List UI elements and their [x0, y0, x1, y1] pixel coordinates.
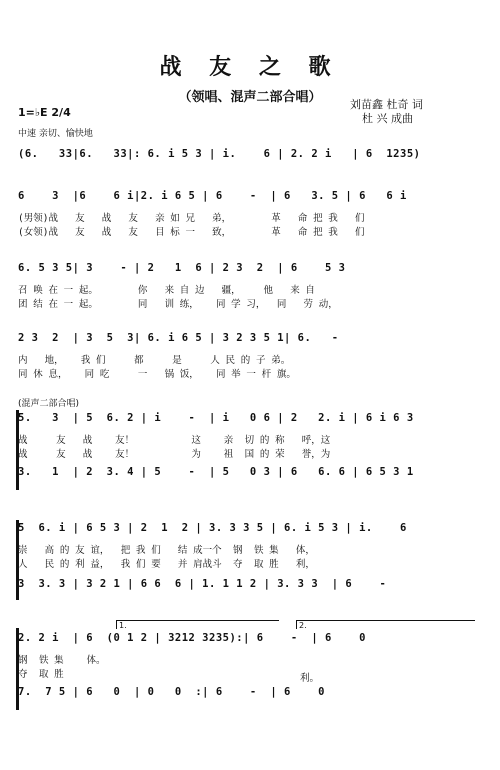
lyric-line-1: (男领)战 友 战 友 亲 如 兄 弟， 革 命 把 我 们	[18, 213, 365, 224]
song-title: 战 友 之 歌	[159, 54, 341, 80]
notation-line-6a: 5 6. i | 6 5 3 | 2 1 2 | 3. 3 3 5 | 6. i 5 3 | i. 6	[18, 522, 407, 534]
lyric-line-13: 利。	[300, 673, 320, 684]
score-line-7a	[18, 632, 484, 646]
lyric-line-10: 人 民 的 利 益， 我 们 要 并 肩战斗 夺 取 胜 利，	[18, 559, 315, 570]
notation-line-1: (6. 33|6. 33|: 6. i 5 3 | i. 6 | 2. 2 i | 6 1235)	[18, 148, 421, 160]
section-label: (混声二部合唱)	[18, 399, 80, 409]
notation-line-3: 6. 5 3 5| 3 - | 2 1 6 | 2 3 2 | 6 5 3	[18, 262, 353, 274]
song-subtitle: （领唱、混声二部合唱）	[178, 90, 322, 105]
score-line-3	[18, 262, 484, 276]
tempo-marking: 中速 亲切、愉快地	[18, 129, 93, 139]
lyric-line-6: 同 休 息， 同 吃 一 锅 饭， 同 举 一 杆 旗。	[18, 369, 296, 380]
lyric-line-8: 战 友 战 友！ 为 祖 国 的 荣 誉，为	[18, 449, 331, 460]
score-line-5b	[18, 466, 484, 480]
lyric-line-2: (女领)战 友 战 友 目 标 一 致， 革 命 把 我 们	[18, 227, 365, 238]
lyricist-credit: 刘苗鑫 杜奇 词	[350, 98, 423, 111]
notation-line-5a: 5. 3 | 5 6. 2 | i - | i 0 6 | 2 2. i | 6 i 6 3	[18, 412, 414, 424]
notation-line-4: 2 3 2 | 3 5 3| 6. i 6 5 | 3 2 3 5 1| 6. -	[18, 332, 360, 344]
lyric-line-12: 夺 取 胜	[18, 669, 64, 680]
score-line-7b	[18, 686, 484, 700]
score-line-6b	[18, 578, 484, 592]
score-line-5a	[18, 412, 484, 426]
lyric-line-11: 钢 铁 集 体。	[18, 655, 106, 666]
score-line-4	[18, 332, 484, 346]
key-signature: 1=♭E 2/4	[18, 106, 71, 119]
lyric-line-9: 崇 高 的 友 谊， 把 我 们 结 成一个 钢 铁 集 体，	[18, 545, 315, 556]
lyric-line-3: 召 唤 在 一 起。 你 来 自 边 疆， 他 来 自	[18, 285, 315, 296]
score-line-6a	[18, 522, 484, 536]
notation-line-7a: 2. 2 i | 6 (0 1 2 | 3212 3235):| 6 - | 6 0	[18, 632, 380, 644]
notation-line-2: 6 3 |6 6 i|2. i 6 5 | 6 - | 6 3. 5 | 6 6 i	[18, 190, 407, 202]
notation-line-5b: 3. 1 | 2 3. 4 | 5 - | 5 0 3 | 6 6. 6 | 6 5 3 1	[18, 466, 414, 478]
composer-credit: 杜 兴 成曲	[362, 112, 413, 125]
volta-second: 2.	[296, 620, 475, 629]
score-line-1	[18, 148, 484, 162]
lyric-line-7: 战 友 战 友！ 这 亲 切 的 称 呼，这	[18, 435, 331, 446]
lyric-line-4: 团 结 在 一 起。 同 训 练， 同 学 习， 同 劳 动，	[18, 299, 338, 310]
score-line-2	[18, 190, 484, 204]
notation-line-6b: 3 3. 3 | 3 2 1 | 6 6 6 | 1. 1 1 2 | 3. 3 3 | 6 -	[18, 578, 401, 590]
lyric-line-5: 内 地， 我 们 都 是 人 民 的 子 弟。	[18, 355, 291, 366]
volta-first: 1.	[116, 620, 279, 629]
notation-line-7b: 7. 7 5 | 6 0 | 0 0 :| 6 - | 6 0	[18, 686, 339, 698]
